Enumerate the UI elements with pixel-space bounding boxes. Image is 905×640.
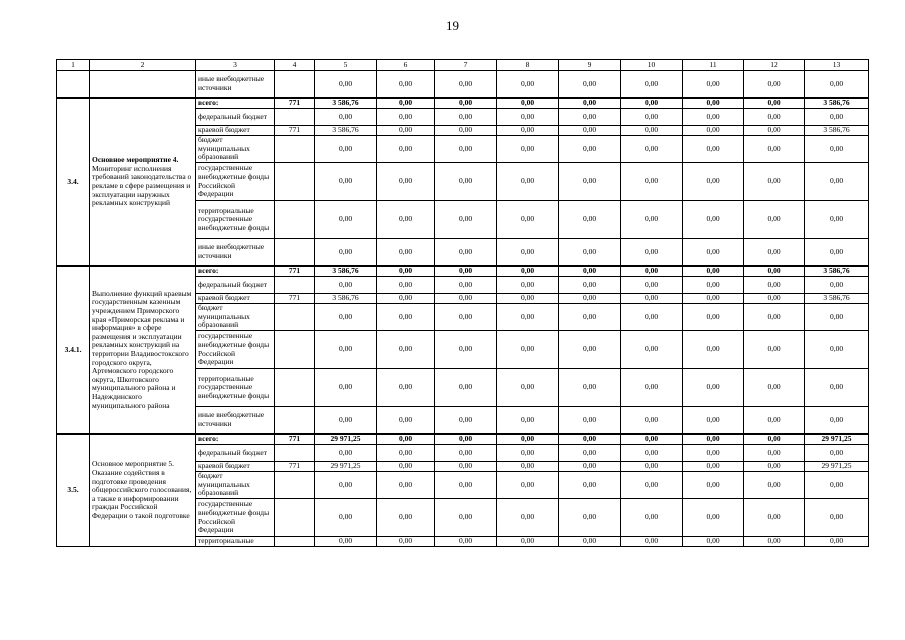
value-cell: 0,00 [377, 71, 435, 99]
header-cell-10: 10 [621, 60, 683, 71]
section-title-text: Выполнение функций краевым государственным казенным учреждением Приморского края «Приморская реклама и информация» в сфере размещения и эксплуатации рекламных конструкций на территории Владивостокского городского округа, Артемовского городского округа, Шкотовского муниципального района и Надеждинского муниципального района [92, 288, 192, 410]
section-title [90, 434, 196, 547]
value-cell: 0,00 [559, 109, 621, 126]
value-cell: 0,00 [435, 71, 497, 99]
value-cell: 0,00 [497, 472, 559, 499]
source-cell: краевой бюджет [196, 294, 275, 304]
section-title-text: Мониторинг исполнения требований законодательства о рекламе в сфере размещения и эксплуатации наружных рекламных конструкций [92, 163, 192, 208]
value-cell: 0,00 [559, 407, 621, 435]
value-cell: 0,00 [435, 277, 497, 294]
code-cell [275, 109, 315, 126]
value-cell: 0,00 [683, 304, 744, 331]
header-cell-3: 3 [196, 60, 275, 71]
value-cell: 0,00 [744, 239, 805, 267]
value-cell: 0,00 [621, 369, 683, 407]
value-cell: 0,00 [621, 277, 683, 294]
value-cell: 0,00 [683, 109, 744, 126]
header-cell-1: 1 [57, 60, 90, 71]
value-cell: 0,00 [683, 445, 744, 462]
value-cell: 0,00 [683, 163, 744, 201]
value-cell: 0,00 [683, 472, 744, 499]
value-cell: 0,00 [559, 126, 621, 136]
value-cell: 0,00 [744, 331, 805, 369]
value-cell: 3 586,76 [805, 98, 869, 109]
code-cell [275, 537, 315, 547]
value-cell: 0,00 [805, 163, 869, 201]
value-cell: 0,00 [683, 537, 744, 547]
value-cell: 0,00 [377, 277, 435, 294]
code-cell: 771 [275, 294, 315, 304]
value-cell: 3 586,76 [315, 294, 377, 304]
value-cell: 0,00 [744, 109, 805, 126]
value-cell: 0,00 [559, 163, 621, 201]
value-cell: 0,00 [683, 369, 744, 407]
value-cell: 3 586,76 [805, 294, 869, 304]
value-cell: 0,00 [621, 472, 683, 499]
header-cell-12: 12 [744, 60, 805, 71]
source-cell: территориальные [196, 537, 275, 547]
code-cell [275, 407, 315, 435]
code-cell [275, 277, 315, 294]
code-cell-empty [57, 71, 90, 99]
source-cell: всего: [196, 266, 275, 277]
value-cell: 0,00 [377, 266, 435, 277]
value-cell: 0,00 [683, 331, 744, 369]
header-cell-2: 2 [90, 60, 196, 71]
value-cell: 29 971,25 [805, 462, 869, 472]
source-cell: федеральный бюджет [196, 109, 275, 126]
budget-table [56, 59, 869, 547]
value-cell: 0,00 [315, 136, 377, 163]
value-cell: 0,00 [377, 136, 435, 163]
value-cell: 0,00 [744, 71, 805, 99]
code-cell [275, 201, 315, 239]
value-cell: 0,00 [497, 499, 559, 537]
source-cell: всего: [196, 98, 275, 109]
code-cell [275, 445, 315, 462]
value-cell: 0,00 [744, 499, 805, 537]
value-cell: 0,00 [315, 277, 377, 294]
value-cell: 0,00 [315, 71, 377, 99]
value-cell: 0,00 [683, 499, 744, 537]
code-cell [275, 331, 315, 369]
value-cell: 0,00 [497, 126, 559, 136]
value-cell: 3 586,76 [315, 126, 377, 136]
code-cell: 771 [275, 266, 315, 277]
value-cell: 0,00 [377, 109, 435, 126]
value-cell: 0,00 [621, 294, 683, 304]
value-cell: 0,00 [559, 294, 621, 304]
value-cell: 0,00 [497, 266, 559, 277]
value-cell: 0,00 [497, 109, 559, 126]
header-cell-5: 5 [315, 60, 377, 71]
value-cell: 29 971,25 [315, 434, 377, 445]
code-cell: 771 [275, 126, 315, 136]
section-title-text: Основное мероприятие 5. Оказание содействия в подготовке проведения общероссийского голосования, а также в информировании граждан Российской Федерации о такой подготовке [92, 459, 192, 520]
value-cell: 0,00 [559, 369, 621, 407]
value-cell: 0,00 [377, 98, 435, 109]
value-cell: 0,00 [683, 407, 744, 435]
value-cell: 0,00 [683, 71, 744, 99]
value-cell: 0,00 [435, 266, 497, 277]
value-cell: 0,00 [683, 266, 744, 277]
value-cell: 0,00 [315, 472, 377, 499]
value-cell: 0,00 [377, 126, 435, 136]
value-cell: 0,00 [315, 331, 377, 369]
value-cell: 0,00 [744, 266, 805, 277]
value-cell: 0,00 [435, 445, 497, 462]
value-cell: 0,00 [805, 331, 869, 369]
header-cell-6: 6 [377, 60, 435, 71]
page-number: 19 [446, 18, 459, 33]
value-cell: 0,00 [559, 239, 621, 267]
value-cell: 3 586,76 [805, 266, 869, 277]
source-cell: бюджет муниципальных образований [196, 136, 275, 163]
source-cell: федеральный бюджет [196, 277, 275, 294]
value-cell: 0,00 [744, 136, 805, 163]
value-cell: 0,00 [683, 294, 744, 304]
value-cell: 0,00 [559, 304, 621, 331]
code-cell [275, 304, 315, 331]
value-cell: 0,00 [315, 109, 377, 126]
value-cell: 0,00 [497, 294, 559, 304]
source-cell: иные внебюджетные источники [196, 407, 275, 435]
value-cell: 29 971,25 [315, 462, 377, 472]
source-cell: государственные внебюджетные фонды Российской Федерации [196, 331, 275, 369]
value-cell: 0,00 [315, 537, 377, 547]
value-cell: 0,00 [497, 163, 559, 201]
value-cell: 0,00 [377, 294, 435, 304]
header-cell-8: 8 [497, 60, 559, 71]
value-cell: 0,00 [377, 445, 435, 462]
value-cell: 3 586,76 [315, 266, 377, 277]
value-cell: 0,00 [435, 434, 497, 445]
value-cell: 0,00 [435, 201, 497, 239]
value-cell: 0,00 [744, 98, 805, 109]
value-cell: 0,00 [559, 98, 621, 109]
value-cell: 0,00 [559, 537, 621, 547]
value-cell: 0,00 [559, 434, 621, 445]
value-cell: 0,00 [497, 239, 559, 267]
value-cell: 0,00 [497, 98, 559, 109]
code-cell [275, 239, 315, 267]
value-cell: 0,00 [744, 294, 805, 304]
value-cell: 0,00 [744, 472, 805, 499]
value-cell: 0,00 [683, 98, 744, 109]
value-cell: 0,00 [559, 266, 621, 277]
value-cell: 0,00 [805, 136, 869, 163]
value-cell: 0,00 [315, 445, 377, 462]
source-cell: краевой бюджет [196, 462, 275, 472]
value-cell: 0,00 [744, 462, 805, 472]
code-cell [275, 71, 315, 99]
value-cell: 0,00 [377, 163, 435, 201]
value-cell: 0,00 [377, 331, 435, 369]
table-row [57, 98, 869, 109]
code-cell [275, 499, 315, 537]
table-row [57, 71, 869, 99]
value-cell: 0,00 [559, 472, 621, 499]
header-cell-7: 7 [435, 60, 497, 71]
value-cell: 0,00 [621, 136, 683, 163]
value-cell: 0,00 [377, 472, 435, 499]
value-cell: 0,00 [315, 201, 377, 239]
value-cell: 0,00 [497, 136, 559, 163]
value-cell: 0,00 [559, 462, 621, 472]
value-cell: 0,00 [435, 294, 497, 304]
desc-cell-empty [90, 71, 196, 99]
value-cell: 0,00 [377, 462, 435, 472]
value-cell: 0,00 [683, 462, 744, 472]
value-cell: 0,00 [435, 163, 497, 201]
value-cell: 0,00 [805, 445, 869, 462]
value-cell: 0,00 [805, 369, 869, 407]
value-cell: 0,00 [559, 277, 621, 294]
table-row [57, 434, 869, 445]
value-cell: 0,00 [621, 126, 683, 136]
value-cell: 0,00 [497, 277, 559, 294]
value-cell: 0,00 [435, 462, 497, 472]
value-cell: 0,00 [559, 71, 621, 99]
value-cell: 0,00 [744, 537, 805, 547]
value-cell: 0,00 [805, 499, 869, 537]
value-cell: 0,00 [377, 499, 435, 537]
value-cell: 0,00 [435, 98, 497, 109]
value-cell: 0,00 [744, 369, 805, 407]
section-title [90, 98, 196, 266]
value-cell: 0,00 [435, 331, 497, 369]
value-cell: 0,00 [435, 407, 497, 435]
value-cell: 0,00 [377, 304, 435, 331]
value-cell: 0,00 [497, 407, 559, 435]
source-cell: иные внебюджетные источники [196, 239, 275, 267]
value-cell: 0,00 [435, 109, 497, 126]
value-cell: 0,00 [497, 462, 559, 472]
value-cell: 0,00 [805, 304, 869, 331]
value-cell: 0,00 [805, 201, 869, 239]
value-cell: 0,00 [497, 445, 559, 462]
value-cell: 0,00 [621, 71, 683, 99]
value-cell: 0,00 [435, 304, 497, 331]
value-cell: 0,00 [377, 369, 435, 407]
value-cell: 0,00 [683, 434, 744, 445]
value-cell: 0,00 [621, 537, 683, 547]
value-cell: 0,00 [805, 407, 869, 435]
source-cell: государственные внебюджетные фонды Российской Федерации [196, 163, 275, 201]
value-cell: 0,00 [683, 201, 744, 239]
value-cell: 0,00 [435, 136, 497, 163]
table-row [57, 266, 869, 277]
value-cell: 0,00 [683, 136, 744, 163]
value-cell: 0,00 [621, 98, 683, 109]
section-code: 3.5. [57, 434, 90, 547]
value-cell: 0,00 [805, 239, 869, 267]
value-cell: 0,00 [621, 445, 683, 462]
value-cell: 0,00 [435, 537, 497, 547]
source-cell: федеральный бюджет [196, 445, 275, 462]
value-cell: 0,00 [497, 71, 559, 99]
code-cell: 771 [275, 462, 315, 472]
value-cell: 0,00 [315, 499, 377, 537]
value-cell: 0,00 [435, 369, 497, 407]
value-cell: 3 586,76 [805, 126, 869, 136]
value-cell: 0,00 [559, 331, 621, 369]
code-cell: 771 [275, 434, 315, 445]
value-cell: 0,00 [315, 369, 377, 407]
value-cell: 29 971,25 [805, 434, 869, 445]
value-cell: 0,00 [683, 126, 744, 136]
value-cell: 0,00 [315, 239, 377, 267]
value-cell: 0,00 [805, 537, 869, 547]
value-cell: 0,00 [377, 201, 435, 239]
header-row [57, 60, 869, 71]
value-cell: 0,00 [559, 445, 621, 462]
code-cell [275, 369, 315, 407]
source-cell: территориальные государственные внебюджетные фонды [196, 369, 275, 407]
value-cell: 0,00 [559, 201, 621, 239]
value-cell: 0,00 [435, 499, 497, 537]
source-cell: бюджет муниципальных образований [196, 472, 275, 499]
header-cell-9: 9 [559, 60, 621, 71]
value-cell: 0,00 [805, 71, 869, 99]
value-cell: 0,00 [621, 499, 683, 537]
value-cell: 0,00 [315, 304, 377, 331]
value-cell: 0,00 [744, 304, 805, 331]
value-cell: 0,00 [621, 434, 683, 445]
value-cell: 0,00 [377, 239, 435, 267]
value-cell: 0,00 [435, 126, 497, 136]
value-cell: 0,00 [744, 434, 805, 445]
code-cell [275, 472, 315, 499]
value-cell: 0,00 [683, 239, 744, 267]
value-cell: 0,00 [621, 239, 683, 267]
source-cell: государственные внебюджетные фонды Российской Федерации [196, 499, 275, 537]
value-cell: 0,00 [621, 304, 683, 331]
value-cell: 0,00 [805, 472, 869, 499]
value-cell: 3 586,76 [315, 98, 377, 109]
value-cell: 0,00 [621, 109, 683, 126]
value-cell: 0,00 [805, 109, 869, 126]
value-cell: 0,00 [497, 331, 559, 369]
code-cell [275, 163, 315, 201]
value-cell: 0,00 [744, 407, 805, 435]
value-cell: 0,00 [621, 201, 683, 239]
value-cell: 0,00 [315, 163, 377, 201]
source-cell: краевой бюджет [196, 126, 275, 136]
source-cell: всего: [196, 434, 275, 445]
header-cell-4: 4 [275, 60, 315, 71]
value-cell: 0,00 [377, 407, 435, 435]
value-cell: 0,00 [435, 239, 497, 267]
value-cell: 0,00 [621, 163, 683, 201]
value-cell: 0,00 [744, 201, 805, 239]
section-code: 3.4.1. [57, 266, 90, 434]
source-cell: бюджет муниципальных образований [196, 304, 275, 331]
value-cell: 0,00 [559, 499, 621, 537]
code-cell: 771 [275, 98, 315, 109]
value-cell: 0,00 [744, 126, 805, 136]
value-cell: 0,00 [497, 201, 559, 239]
value-cell: 0,00 [621, 331, 683, 369]
source-cell: иные внебюджетные источники [196, 71, 275, 99]
value-cell: 0,00 [621, 462, 683, 472]
value-cell: 0,00 [497, 537, 559, 547]
header-cell-11: 11 [683, 60, 744, 71]
value-cell: 0,00 [805, 277, 869, 294]
source-cell: территориальные государственные внебюджетные фонды [196, 201, 275, 239]
value-cell: 0,00 [377, 537, 435, 547]
value-cell: 0,00 [497, 434, 559, 445]
value-cell: 0,00 [497, 369, 559, 407]
value-cell: 0,00 [744, 163, 805, 201]
code-cell [275, 136, 315, 163]
value-cell: 0,00 [315, 407, 377, 435]
value-cell: 0,00 [683, 277, 744, 294]
value-cell: 0,00 [744, 277, 805, 294]
value-cell: 0,00 [621, 266, 683, 277]
value-cell: 0,00 [559, 136, 621, 163]
section-title [90, 266, 196, 434]
section-code: 3.4. [57, 98, 90, 266]
header-cell-13: 13 [805, 60, 869, 71]
value-cell: 0,00 [435, 472, 497, 499]
value-cell: 0,00 [621, 407, 683, 435]
value-cell: 0,00 [497, 304, 559, 331]
section-title-bold: Основное мероприятие 4. [92, 155, 179, 165]
value-cell: 0,00 [377, 434, 435, 445]
value-cell: 0,00 [744, 445, 805, 462]
